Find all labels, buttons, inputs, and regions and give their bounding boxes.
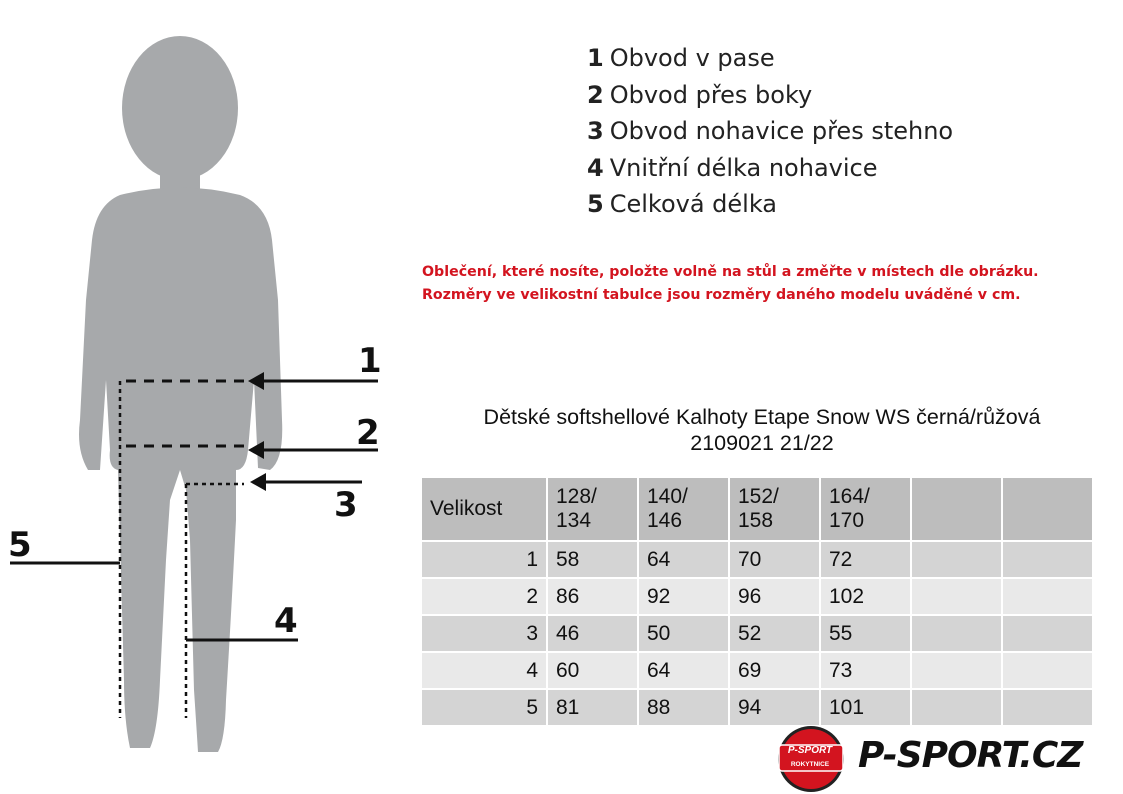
table-cell-empty xyxy=(911,615,1002,652)
legend-item: 4 Vnitřní délka nohavice xyxy=(587,153,878,182)
table-cell: 88 xyxy=(638,689,729,726)
note-line-1: Oblečení, které nosíte, položte volně na stůl a změřte v místech dle obrázku. xyxy=(422,264,1039,280)
table-cell-empty xyxy=(911,652,1002,689)
logo-badge-text: P-SPORT xyxy=(787,745,833,756)
table-cell-empty xyxy=(911,578,1002,615)
legend-item: 3 Obvod nohavice přes stehno xyxy=(587,117,954,146)
table-cell: 96 xyxy=(729,578,820,615)
marker-1-label: 1 xyxy=(358,341,382,381)
table-cell-empty xyxy=(1002,652,1093,689)
table-row xyxy=(422,541,1093,578)
measurement-note xyxy=(422,261,1039,307)
table-cell-empty xyxy=(1002,615,1093,652)
table-cell: 86 xyxy=(547,578,638,615)
row-label: 1 xyxy=(422,541,547,578)
table-cell-empty xyxy=(1002,541,1093,578)
size-table xyxy=(422,478,1094,727)
marker-2-label: 2 xyxy=(356,413,380,453)
table-cell: 102 xyxy=(820,578,911,615)
note-line-2: Rozměry ve velikostní tabulce jsou rozměry daného modelu uváděné v cm. xyxy=(422,287,1021,303)
table-cell: 101 xyxy=(820,689,911,726)
table-cell: 64 xyxy=(638,652,729,689)
table-row xyxy=(422,578,1093,615)
marker-5-label: 5 xyxy=(8,525,32,565)
table-cell: 94 xyxy=(729,689,820,726)
product-title: Dětské softshellové Kalhoty Etape Snow WS černá/růžová xyxy=(483,405,1041,429)
header-cell-empty xyxy=(1002,478,1093,541)
header-cell-empty xyxy=(911,478,1002,541)
child-silhouette-figure xyxy=(0,0,410,794)
table-cell-empty xyxy=(1002,689,1093,726)
legend-item: 5 Celková délka xyxy=(587,190,778,219)
table-cell: 69 xyxy=(729,652,820,689)
measurement-legend xyxy=(587,40,953,223)
row-label: 3 xyxy=(422,615,547,652)
header-cell-size: Velikost xyxy=(422,478,547,541)
row-label: 5 xyxy=(422,689,547,726)
header-cell-size-1: 128/ 134 xyxy=(547,478,638,541)
table-cell-empty xyxy=(1002,578,1093,615)
header-cell-size-4: 164/ 170 xyxy=(820,478,911,541)
table-cell-empty xyxy=(911,541,1002,578)
header-cell-size-3: 152/ 158 xyxy=(729,478,820,541)
table-cell: 64 xyxy=(638,541,729,578)
product-code: 2109021 21/22 xyxy=(690,431,834,455)
table-cell: 58 xyxy=(547,541,638,578)
table-cell: 81 xyxy=(547,689,638,726)
logo-badge-subtext: ROKYTNICE xyxy=(790,761,830,768)
table-cell: 52 xyxy=(729,615,820,652)
table-cell: 60 xyxy=(547,652,638,689)
table-cell: 72 xyxy=(820,541,911,578)
marker-3-label: 3 xyxy=(334,485,358,525)
header-cell-size-2: 140/ 146 xyxy=(638,478,729,541)
table-header-row xyxy=(422,478,1093,541)
legend-item: 2 Obvod přes boky xyxy=(587,80,813,109)
table-cell: 50 xyxy=(638,615,729,652)
table-cell: 92 xyxy=(638,578,729,615)
legend-item: 1 Obvod v pase xyxy=(587,44,775,72)
table-row xyxy=(422,652,1093,689)
table-cell: 70 xyxy=(729,541,820,578)
row-label: 4 xyxy=(422,652,547,689)
child-silhouette xyxy=(79,36,282,752)
row-label: 2 xyxy=(422,578,547,615)
table-cell: 46 xyxy=(547,615,638,652)
table-row xyxy=(422,689,1093,726)
table-cell: 73 xyxy=(820,652,911,689)
table-cell: 55 xyxy=(820,615,911,652)
logo-wordmark: P-SPORT.CZ xyxy=(858,735,1083,776)
marker-4-label: 4 xyxy=(274,601,298,641)
product-title-block xyxy=(422,404,1102,456)
table-row xyxy=(422,615,1093,652)
table-cell-empty xyxy=(911,689,1002,726)
